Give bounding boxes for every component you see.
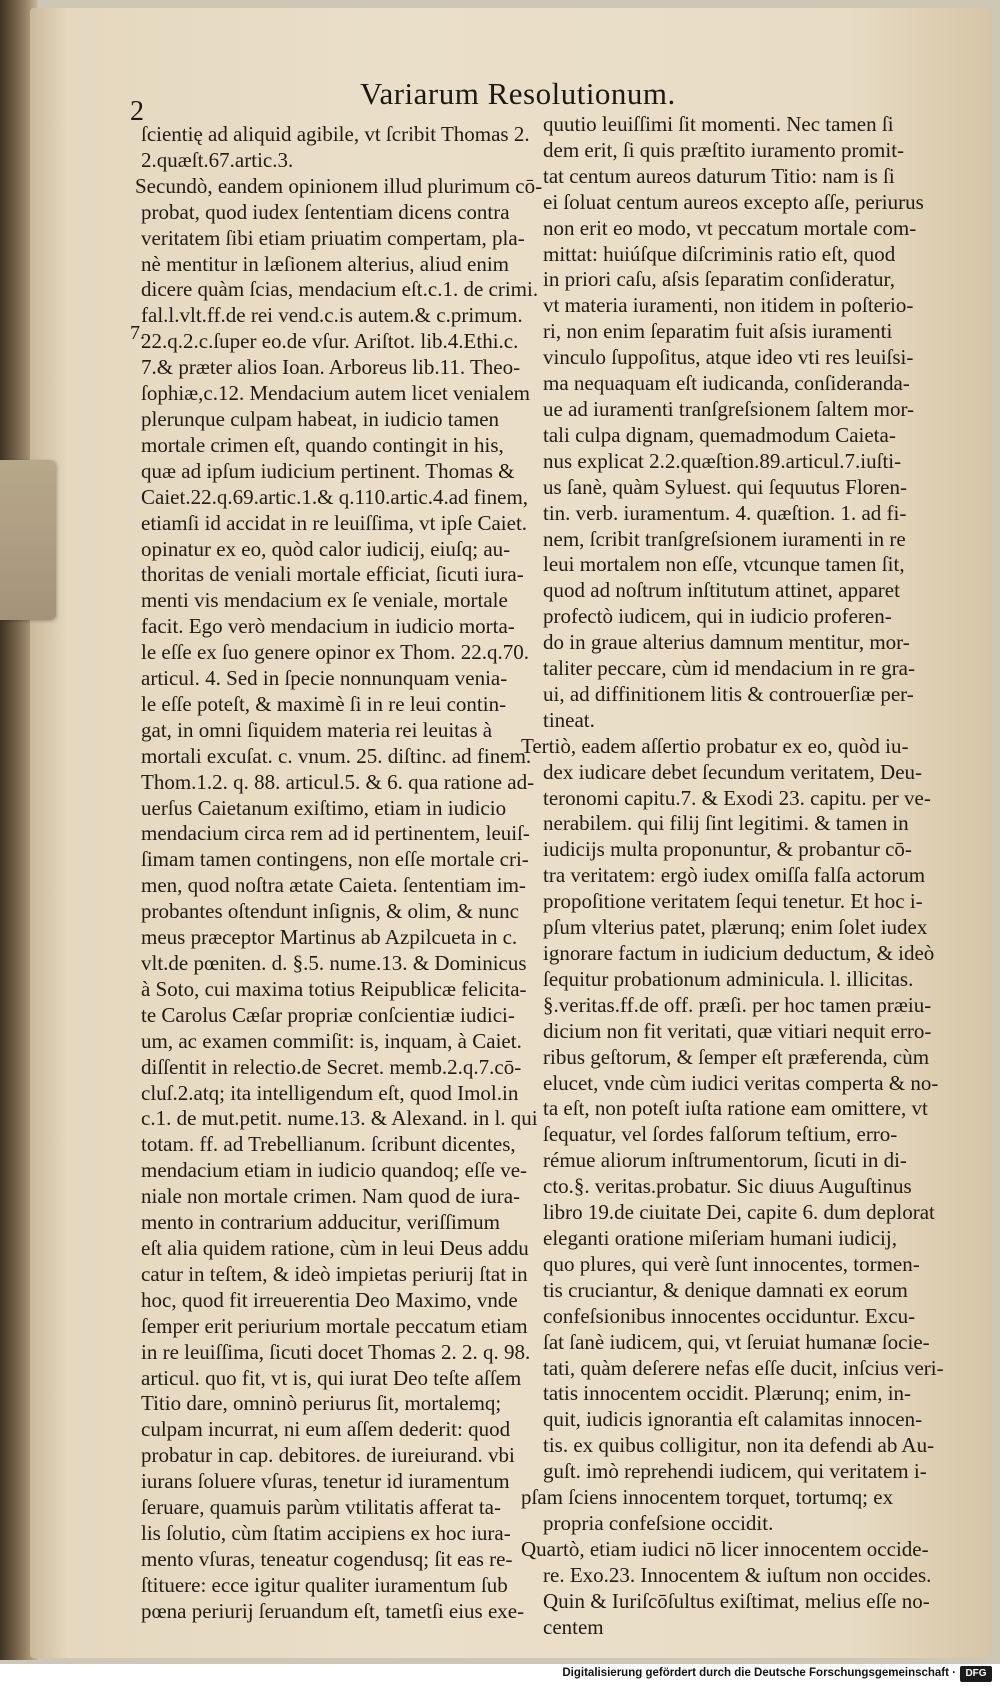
text-line: tat centum aureos daturum Titio: nam is ſi: [543, 163, 895, 188]
text-line: menti vis mendacium ex ſe veniale, mortale: [141, 588, 508, 613]
text-line: diſſentit in relectio.de Secret. memb.2.q.7.cō-: [141, 1054, 522, 1079]
text-line: ribus geſtorum, & ſemper eſt præferenda, cùm: [543, 1044, 930, 1069]
text-line: cto.§. veritas.probatur. Sic diuus Auguſtinus: [543, 1174, 912, 1199]
text-line: Titio dare, omninò periurus ſit, mortalemq;: [141, 1391, 502, 1416]
text-line: mendacium circa rem ad id pertinentem, leuiſ-: [141, 821, 530, 846]
text-line: quutio leuiſſimi ſit momenti. Nec tamen ſi: [543, 112, 894, 136]
text-line: ſat ſanè iudicem, qui, vt ſeruiat humanæ ſocie-: [543, 1329, 930, 1354]
text-line: veritatem ſibi etiam priuatim compertam, pla-: [141, 225, 525, 250]
text-line: uerſus Caietanum exiſtimo, etiam in iudicio: [141, 795, 507, 820]
text-line: le eſſe ex ſuo genere opinor ex Thom. 22.q.70.: [141, 640, 530, 665]
text-line: ſophiæ,c.12. Mendacium autem licet venialem: [141, 381, 530, 406]
dfg-logo: DFG: [960, 1666, 992, 1682]
text-line: non erit eo modo, vt peccatum mortale com-: [543, 215, 917, 240]
text-line: articul. 4. Sed in ſpecie nonnunquam venia-: [141, 666, 508, 691]
text-line: ſtituere: ecce igitur qualiter iuramentum ſub: [141, 1572, 508, 1597]
running-title: Variarum Resolutionum.: [360, 76, 676, 111]
text-line: 7.& præter alios Ioan. Arboreus lib.11. Theo-: [141, 355, 521, 380]
text-line: in re leuiſſima, ſicuti docet Thomas 2. 2. q. 98.: [141, 1339, 531, 1364]
left-text-column: [135, 122, 543, 1625]
text-line: eſt alia quidem ratione, cùm in leui Deus addu: [141, 1235, 529, 1260]
text-line: mento vſuras, teneatur cogendusq; ſit eas re-: [141, 1546, 513, 1571]
text-line: in priori caſu, aſsis ſeparatim conſideratur,: [543, 267, 895, 292]
text-line: rémue aliorum inſtrumentorum, ſicuti in di-: [543, 1148, 907, 1173]
text-line: totam. ff. ad Trebellianum. ſcribunt dicentes,: [141, 1132, 516, 1157]
text-line: quo plures, qui verè ſunt innocentes, tormen-: [543, 1251, 920, 1276]
text-line: à Soto, cui maxima totius Reipublicæ felicita-: [141, 976, 527, 1001]
text-line: gat, in omni ſiquidem materia rei leuitas à: [141, 717, 493, 742]
text-line: Secundò, eandem opinionem illud plurimum cō-: [135, 173, 543, 198]
text-line: ſequatur, vel ſordes falſorum teſtium, erro-: [543, 1122, 898, 1147]
text-line: teronomi capitu.7. & Exodi 23. capitu. per ve-: [543, 785, 931, 810]
text-line: le eſſe poteſt, & maximè ſi in re leui contin-: [141, 691, 507, 716]
text-line: tati, quàm deſerere nefas eſſe ducit, inſcius veri-: [543, 1355, 944, 1380]
text-line: libro 19.de ciuitate Dei, capite 6. dum deplorat: [543, 1200, 935, 1225]
text-line: um, ac examen commiſit: is, inquam, à Caiet.: [141, 1028, 522, 1053]
text-line: ignorare factum in iudicium deductum, & ideò: [543, 941, 935, 965]
text-line: etiamſi id accidat in re leuiſſima, vt ipſe Caiet.: [141, 510, 528, 535]
text-line: vinculo ſuppoſitus, atque ideo vti res leuiſsi-: [543, 345, 914, 370]
text-line: te Carolus Cæſar propriæ conſcientiæ iudici-: [141, 1002, 515, 1027]
text-line: iudicijs multa proponuntur, & probantur cō-: [543, 837, 912, 862]
text-line: men, quod noſtra ætate Caieta. ſententiam im-: [141, 873, 526, 898]
text-line: mento in contrarium adducitur, veriſſimum: [141, 1210, 500, 1235]
text-line: ma nequaquam eſt iudicanda, conſideranda-: [543, 371, 910, 396]
text-line: Thom.1.2. q. 88. articul.5. & 6. qua ratione ad-: [141, 769, 535, 794]
text-line: mortali excuſat. c. vnum. 25. diſtinc. ad finem.: [141, 743, 532, 768]
text-line: ri, non enim ſeparatim fuit aſsis iuramenti: [543, 319, 893, 344]
text-line: facit. Ego verò mendacium in iudicio morta-: [141, 614, 515, 639]
text-line: ei ſoluat centum aureos excepto aſſe, periurus: [543, 189, 924, 214]
text-line: lis ſolutio, cùm ſtatim accipiens ex hoc iura-: [141, 1520, 511, 1545]
text-line: tin. verb. iuramentum. 4. quæſtion. 1. ad fi-: [543, 500, 907, 525]
text-line: dicere quàm ſcias, mendacium eſt.c.1. de crimi.: [141, 277, 539, 302]
text-line: fal.l.vlt.ff.de rei vend.c.is autem.& c.primum.: [141, 303, 523, 328]
text-line: vt materia iuramenti, non itidem in poſterio-: [543, 293, 914, 318]
text-line: niale non mortale crimen. Nam quod de iura-: [141, 1184, 521, 1209]
text-line: ue ad iuramenti tranſgreſsionem ſaltem mor-: [543, 396, 915, 421]
text-line: tatis innocentem occidit. Plærunq; enim, in-: [543, 1381, 912, 1406]
right-text-column: [521, 112, 944, 1640]
text-line: mittat: huiúſque diſcriminis ratio eſt, quod: [543, 241, 896, 266]
text-line: quod ad noſtrum inſtitutum attinet, apparet: [543, 578, 900, 603]
text-line: tis. ex quibus colligitur, non ita defendi ab Au-: [543, 1433, 935, 1458]
text-line: taliter peccare, cùm id mendacium in re gra-: [543, 656, 915, 681]
text-line: quæ ad ipſum iudicium pertinent. Thomas &: [141, 458, 515, 483]
text-line: tineat.: [543, 707, 595, 732]
text-line: pſam ſciens innocentem torquet, tortumq; ex: [521, 1485, 894, 1510]
text-line: iurans ſoluere vſuras, tenetur id iuramentum: [141, 1469, 510, 1494]
page-tab-marker: [0, 460, 56, 620]
text-line: ſimam tamen contingens, non eſſe mortale cri-: [141, 847, 529, 872]
text-line: articul. quo fit, vt is, qui iurat Deo teſte aſſem: [141, 1365, 522, 1390]
text-line: hoc, quod fit irreuerentia Deo Maximo, vnde: [141, 1287, 518, 1312]
text-line: ſcientię ad aliquid agibile, vt ſcribit Thomas 2.: [141, 122, 530, 146]
text-line: pſum vlterius patet, plærunq; enim ſolet iudex: [543, 915, 928, 940]
text-line: cluſ.2.atq; ita intelligendum eſt, quod Imol.in: [141, 1080, 519, 1105]
text-line: dem erit, ſi quis præſtito iuramento promit-: [543, 137, 905, 162]
text-line: thoritas de veniali mortale efficiat, ſicuti iura-: [141, 562, 524, 587]
text-line: mendacium etiam in iudicio quandoq; eſſe ve-: [141, 1158, 528, 1183]
text-line: leui mortalem non eſſe, vtcunque tamen ſit,: [543, 552, 905, 577]
text-line: pœna periurij ſeruandum eſt, tametſi eius exe-: [141, 1598, 525, 1623]
text-line: tis cruciantur, & denique damnati ex eorum: [543, 1277, 908, 1302]
text-line: §.veritas.ff.de off. præſi. per hoc tamen præiu-: [543, 992, 932, 1017]
text-line: probantes oſtendunt inſignis, & olim, & nunc: [141, 899, 519, 924]
text-line: us ſanè, quàm Syluest. qui ſequutus Floren-: [543, 474, 907, 499]
text-line: ui, ad diffinitionem litis & controuerſiæ per-: [543, 681, 914, 706]
text-line: dex iudicare debet ſecundum veritatem, Deu-: [543, 759, 923, 784]
text-line: guſt. imò reprehendi iudicem, qui veritatem i-: [543, 1459, 927, 1484]
text-line: vlt.de pœniten. d. §.5. nume.13. & Dominicus: [141, 951, 527, 975]
text-line: ta eſt, non poteſt iuſta ratione eam omittere, vt: [543, 1096, 928, 1121]
text-line: nem, ſcribit tranſgreſsionem iuramenti in re: [543, 526, 906, 551]
text-line: opinatur ex eo, quòd calor iudicij, eiuſq; au-: [141, 536, 511, 561]
text-line: tra veritatem: ergò iudex omiſſa falſa actorum: [543, 863, 926, 888]
text-line: probat, quod iudex ſententiam dicens contra: [141, 199, 510, 224]
text-line: dicium non fit veritati, quæ vitiari nequit erro-: [543, 1018, 932, 1043]
text-line: do in graue alterius damnum mentitur, mor-: [543, 630, 910, 655]
text-line: propria confeſsione occidit.: [543, 1510, 774, 1535]
text-line: propoſitione veritatem ſequi tenetur. Et hoc i-: [543, 889, 923, 914]
text-line: 22.q.2.c.ſuper eo.de vſur. Ariſtot. lib.4.Ethi.c.: [141, 329, 519, 354]
text-line: ſequitur probationum adminicula. l. illicitas.: [543, 966, 914, 991]
text-line: elucet, vnde cùm iudici veritas comperta & no-: [543, 1070, 939, 1095]
text-line: confeſsionibus innocentes occiduntur. Excu-: [543, 1303, 916, 1328]
text-line: quit, iudicis ignorantia eſt calamitas innocen-: [543, 1407, 923, 1432]
text-line: meus præceptor Martinus ab Azpilcueta in c.: [141, 925, 518, 950]
text-line: probatur in cap. debitores. de iureiurand. vbi: [141, 1443, 515, 1468]
text-line: c.1. de mut.petit. nume.13. & Alexand. in l. qui: [141, 1106, 538, 1131]
text-line: catur in teſtem, & ideò impietas periurij ſtat in: [141, 1261, 528, 1286]
text-line: Quin & Iuriſcōſultus exiſtimat, melius eſſe no-: [543, 1588, 930, 1613]
text-line: eleganti oratione miſeriam humani iudicij,: [543, 1225, 897, 1250]
text-line: mortale crimen eſt, quando contingit in his,: [141, 432, 504, 457]
text-line: profectò iudicem, qui in iudicio proferen-: [543, 604, 892, 629]
text-line: culpam incurrat, ni eum aſſem dederit: quod: [141, 1417, 511, 1442]
text-line: nus explicat 2.2.quæſtion.89.articul.7.iuſti-: [543, 448, 902, 473]
text-line: ſeruare, quamuis parùm vtilitatis afferat ta-: [141, 1495, 501, 1520]
text-line: tali culpa dignam, quemadmodum Caieta-: [543, 422, 896, 447]
text-line: Caiet.22.q.69.artic.1.& q.110.artic.4.ad finem,: [141, 484, 529, 509]
page-number: 2: [130, 96, 144, 127]
text-line: 2.quæſt.67.artic.3.: [141, 147, 294, 172]
text-line: nerabilem. qui filij ſint legitimi. & tamen in: [543, 811, 909, 836]
text-line: nè mentitur in læſionem alterius, aliud enim: [141, 251, 510, 276]
text-line: centem: [543, 1614, 604, 1639]
text-line: Tertiò, eadem aſſertio probatur ex eo, quòd iu-: [521, 733, 909, 758]
text-line: re. Exo.23. Innocentem & iuſtum non occides.: [543, 1562, 932, 1587]
text-line: ſemper erit periurium mortale peccatum etiam: [141, 1313, 528, 1338]
margin-note: 7.: [130, 322, 145, 344]
funding-credit: Digitalisierung gefördert durch die Deutsche Forschungsgemeinschaft ·: [562, 1667, 956, 1679]
text-line: Quartò, etiam iudici nō licer innocentem occide-: [521, 1536, 929, 1561]
text-line: plerunque culpam habeat, in iudicio tamen: [141, 406, 500, 431]
